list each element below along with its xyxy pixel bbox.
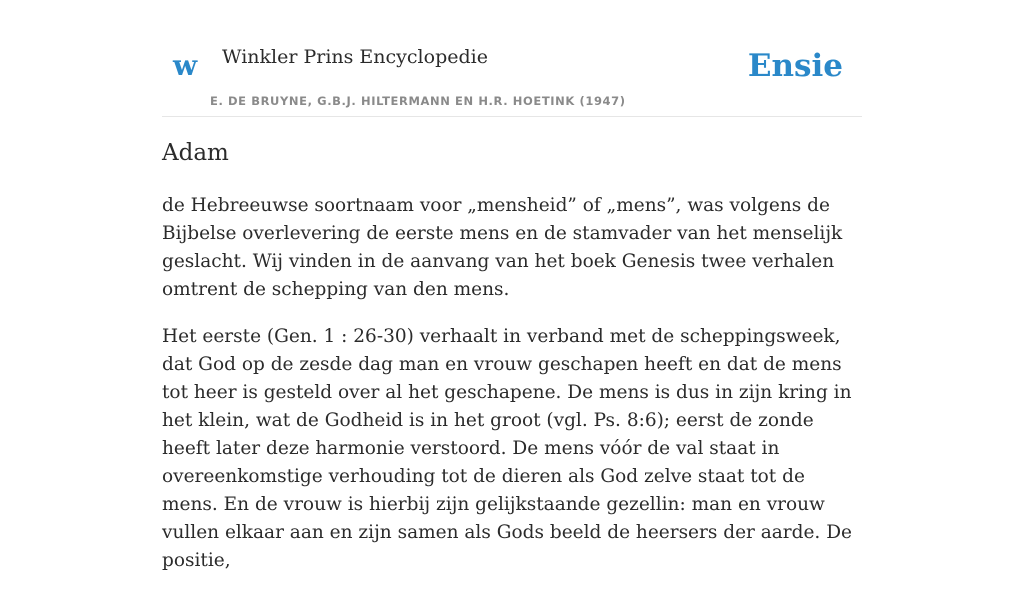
entry-body [162,192,862,594]
brand-logo[interactable]: Ensie [747,48,843,84]
entry-paragraph: Het eerste (Gen. 1 : 26-30) verhaalt in verband met de scheppingsweek, dat God op de zesde dag man en vrouw geschapen heeft en dat de mens tot heer is gesteld over al het geschapene. De mens is dus in zijn kring in het klein, wat de Godheid is in het groot (vgl. Ps. 8:6); eerst de zonde heeft later deze harmonie verstoord. De mens vóór de val staat in overeenkomstige verhouding tot de dieren als God zelve staat tot de mens. En de vrouw is hierbij zijn gelijkstaande gezellin: man en vrouw vullen elkaar aan en zijn samen als Gods beeld de heersers der aarde. De positie, [162,326,852,571]
entry-title: Adam [162,140,229,166]
source-logo-icon[interactable]: w [173,49,198,82]
source-authors: E. DE BRUYNE, G.B.J. HILTERMANN EN H.R. HOETINK (1947) [210,94,626,108]
page [162,0,862,571]
source-title[interactable]: Winkler Prins Encyclopedie [222,46,488,68]
entry-paragraph: de Hebreeuwse soortnaam voor „mensheid” of „mens”, was volgens de Bijbelse overlevering de eerste mens en de stamvader van het menselijk geslacht. Wij vinden in de aanvang van het boek Genesis twee verhalen omtrent de schepping van den mens. [162,195,843,300]
header [162,0,862,117]
